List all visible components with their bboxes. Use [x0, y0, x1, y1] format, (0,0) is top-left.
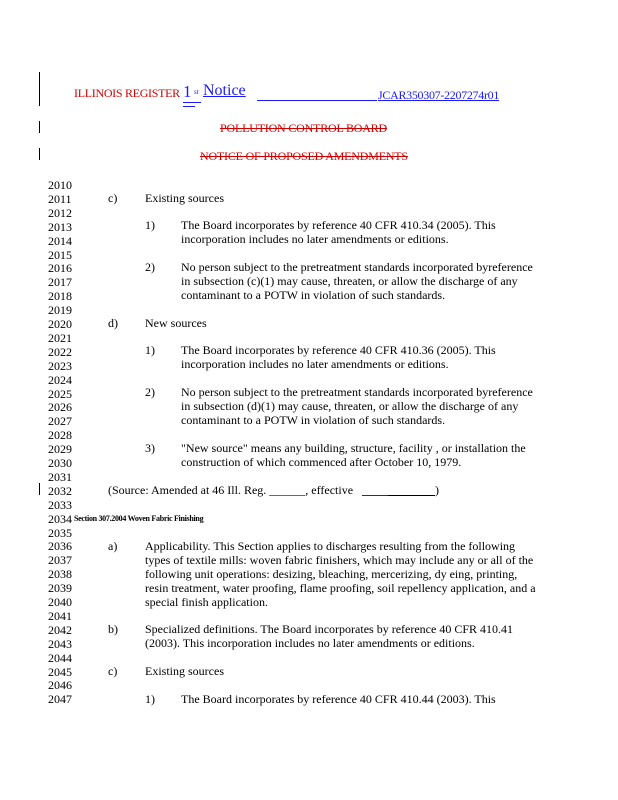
- line-number: 2025: [48, 386, 72, 401]
- item-number: 2): [145, 385, 155, 399]
- insert-superscript: st: [194, 88, 199, 96]
- insert-underline: [183, 106, 195, 107]
- source-note: (Source: Amended at 46 Ill. Reg. ______, effective: [108, 483, 354, 497]
- paragraph-line: in subsection (d)(1) may cause, threaten, or allow the discharge of any: [181, 399, 519, 413]
- line-number: 2038: [48, 567, 72, 582]
- line-number: 2023: [48, 358, 72, 373]
- paragraph-line: The Board incorporates by reference 40 CFR 410.34 (2005). This: [181, 218, 496, 232]
- line-number: 2036: [48, 539, 72, 554]
- line-number: 2037: [48, 553, 72, 568]
- paragraph-line: Specialized definitions. The Board incorporates by reference 40 CFR 410.41: [145, 622, 514, 636]
- line-number: 2016: [48, 261, 72, 276]
- subsection-label: c): [108, 664, 118, 678]
- jcar-code: JCAR350307-2207274r01: [378, 88, 500, 102]
- paragraph-line: contaminant to a POTW in violation of such standards.: [181, 288, 446, 302]
- line-number: 2033: [48, 497, 72, 512]
- line-number: 2020: [48, 317, 72, 331]
- insert-notice: Notice: [203, 82, 246, 99]
- line-number: 2010: [48, 178, 72, 192]
- effective-date-blank: [362, 495, 388, 496]
- line-number: 2031: [48, 469, 72, 484]
- line-number: 2026: [48, 400, 72, 415]
- line-number: 2022: [48, 344, 72, 359]
- subsection-title: New sources: [145, 316, 207, 330]
- subsection-label: c): [108, 191, 118, 205]
- line-number: 2024: [48, 372, 72, 387]
- paragraph-line: resin treatment, water proofing, flame proofing, soil repellency application, and a: [145, 581, 536, 595]
- line-number: 2018: [48, 289, 72, 304]
- paragraph-line: No person subject to the pretreatment standards incorporated byreference: [181, 260, 533, 274]
- notice-title: NOTICE OF PROPOSED AMENDMENTS: [200, 149, 408, 163]
- line-number: 2029: [48, 442, 72, 457]
- line-number: 2028: [48, 428, 72, 443]
- insert-underline: [183, 102, 201, 103]
- insert-number: 1: [183, 82, 192, 101]
- line-number: 2040: [48, 595, 72, 609]
- section-heading: Section 307.2004 Woven Fabric Finishing: [74, 514, 204, 523]
- paragraph-line: incorporation includes no later amendments or editions.: [181, 232, 449, 246]
- line-number: 2039: [48, 581, 72, 596]
- change-bar: [39, 72, 40, 106]
- paragraph-line: incorporation includes no later amendments or editions.: [181, 357, 449, 371]
- effective-date-blank: [388, 495, 435, 496]
- line-number: 2032: [48, 483, 72, 498]
- item-number: 1): [145, 692, 155, 706]
- line-number: 2011: [48, 191, 72, 206]
- line-number: 2044: [48, 650, 72, 665]
- line-number: 2035: [48, 525, 72, 540]
- paragraph-line: The Board incorporates by reference 40 CFR 410.36 (2005). This: [181, 343, 496, 357]
- item-number: 2): [145, 260, 155, 274]
- paragraph-line: contaminant to a POTW in violation of such standards.: [181, 413, 446, 427]
- line-number: 2030: [48, 456, 72, 470]
- subsection-label: d): [108, 316, 118, 330]
- line-number: 2043: [48, 636, 72, 651]
- paragraph-line: special finish application.: [145, 595, 268, 609]
- change-bar: [39, 121, 40, 133]
- header-rule: [257, 100, 377, 101]
- line-number: 2021: [48, 330, 72, 345]
- line-number: 2027: [48, 414, 72, 429]
- line-number: 2034: [48, 511, 72, 526]
- line-number: 2047: [48, 692, 72, 707]
- subsection-title: Existing sources: [145, 191, 224, 205]
- board-name: POLLUTION CONTROL BOARD: [220, 121, 387, 135]
- line-number: 2014: [48, 233, 72, 248]
- line-number: 2015: [48, 247, 72, 262]
- paragraph-line: construction of which commenced after October 10, 1979.: [181, 455, 462, 469]
- item-number: 3): [145, 441, 155, 455]
- subsection-label: b): [108, 622, 118, 636]
- line-number: 2045: [48, 664, 72, 679]
- paragraph-line: No person subject to the pretreatment standards incorporated byreference: [181, 385, 533, 399]
- item-number: 1): [145, 343, 155, 357]
- line-number: 2041: [48, 608, 72, 623]
- subsection-label: a): [108, 539, 118, 553]
- change-bar: [39, 483, 40, 495]
- paragraph-line: in subsection (c)(1) may cause, threaten, or allow the discharge of any: [181, 274, 518, 288]
- paragraph-line: following unit operations: desizing, bleaching, mercerizing, dy eing, printing,: [145, 567, 518, 581]
- item-number: 1): [145, 218, 155, 232]
- change-bar: [39, 148, 40, 160]
- source-note-close: ): [435, 483, 439, 497]
- line-number: 2012: [48, 205, 72, 220]
- line-number: 2046: [48, 678, 72, 693]
- line-number: 2042: [48, 622, 72, 637]
- paragraph-line: The Board incorporates by reference 40 CFR 410.44 (2003). This: [181, 692, 496, 706]
- line-number: 2019: [48, 303, 72, 318]
- paragraph-line: types of textile mills: woven fabric finishers, which may include any or all of the: [145, 553, 534, 567]
- register-title: ILLINOIS REGISTER: [74, 86, 180, 100]
- paragraph-line: "New source" means any building, structure, facility , or installation the: [181, 441, 526, 455]
- line-number: 2017: [48, 275, 72, 290]
- subsection-title: Existing sources: [145, 664, 224, 678]
- line-number: 2013: [48, 219, 72, 234]
- paragraph-line: Applicability. This Section applies to discharges resulting from the following: [145, 539, 516, 553]
- paragraph-line: (2003). This incorporation includes no later amendments or editions.: [145, 636, 475, 650]
